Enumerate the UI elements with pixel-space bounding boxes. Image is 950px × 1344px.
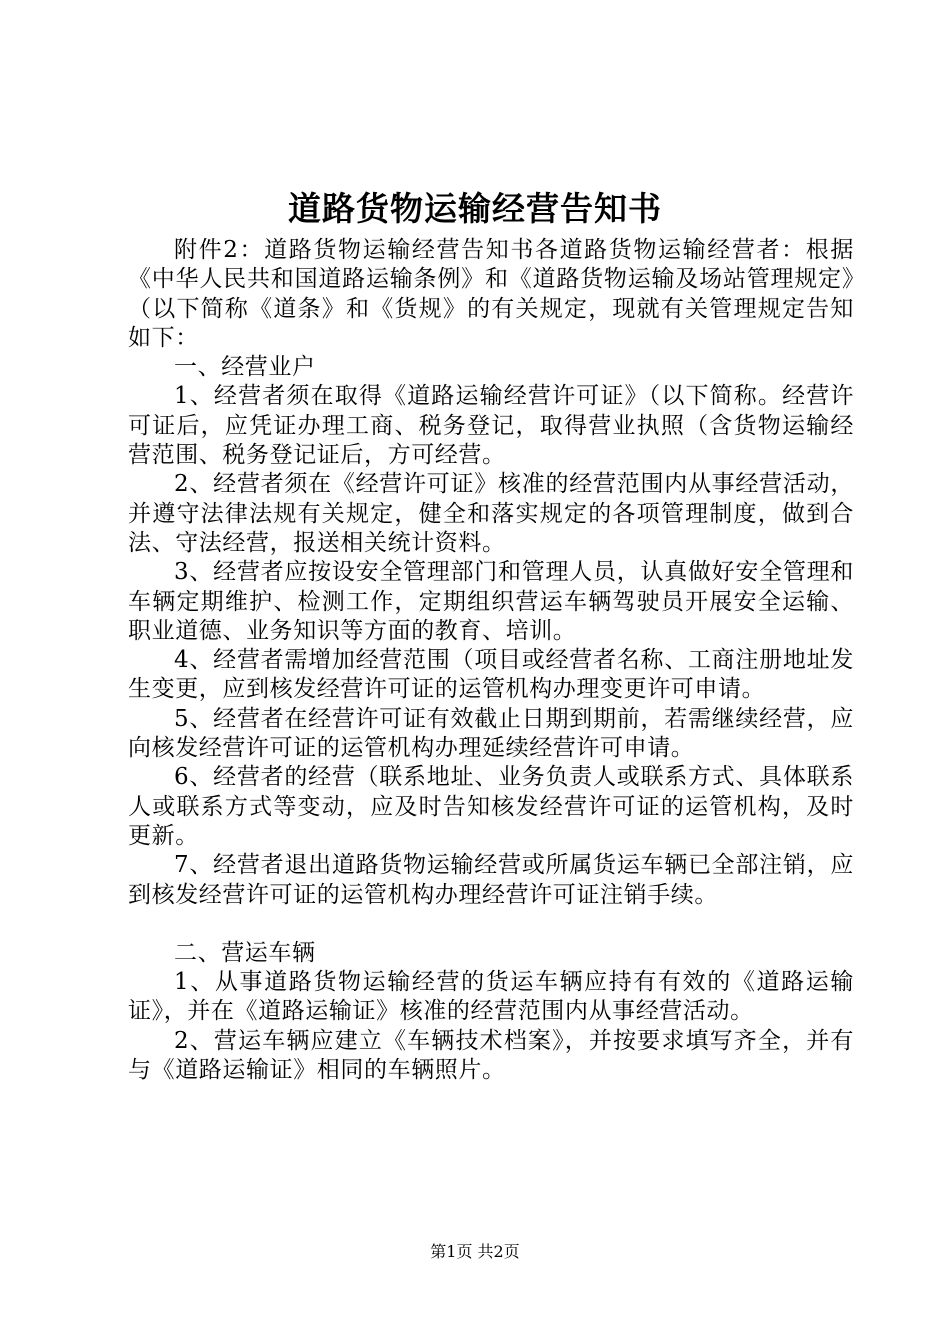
- section-heading-vehicles: 二、营运车辆: [174, 939, 316, 966]
- paragraph-item-3: 3、经营者应按设安全管理部门和管理人员，认真做好安全管理和车辆定期维护、检测工作，定期组织营运车辆驾驶员开展安全运输、职业道德、业务知识等方面的教育、培训。: [128, 559, 854, 644]
- paragraph-item-6: 6、经营者的经营（联系地址、业务负责人或联系方式、具体联系人或联系方式等变动，应及时告知核发经营许可证的运管机构，及时更新。: [128, 764, 854, 849]
- paragraph-item-1: 1、经营者须在取得《道路运输经营许可证》（以下简称。经营许可证后，应凭证办理工商、税务登记，取得营业执照（含货物运输经营范围、税务登记证后，方可经营。: [128, 383, 854, 469]
- page-footer: 第1页 共2页: [430, 1242, 520, 1261]
- document-body: [128, 236, 854, 1085]
- document-title: 道路货物运输经营告知书: [288, 189, 662, 228]
- vehicle-paragraph-item-2: 2、营运车辆应建立《车辆技术档案》，并按要求填写齐全，并有与《道路运输证》相同的车辆照片。: [128, 1027, 854, 1084]
- paragraph-item-5: 5、经营者在经营许可证有效截止日期到期前，若需继续经营，应向核发经营许可证的运管机构办理延续经营许可申请。: [128, 705, 854, 762]
- paragraph-item-7: 7、经营者退出道路货物运输经营或所属货运车辆已全部注销，应到核发经营许可证的运管机构办理经营许可证注销手续。: [128, 852, 854, 908]
- paragraph-item-2: 2、经营者须在《经营许可证》核准的经营范围内从事经营活动，并遵守法律法规有关规定，健全和落实规定的各项管理制度，做到合法、守法经营，报送相关统计资料。: [128, 471, 854, 556]
- intro-paragraph: 附件2：道路货物运输经营告知书各道路货物运输经营者：根据《中华人民共和国道路运输条例》和《道路货物运输及场站管理规定》（以下简称《道条》和《货规》的有关规定，现就有关管理规定告知如下：: [128, 237, 854, 351]
- vehicle-paragraph-item-1: 1、从事道路货物运输经营的货运车辆应持有有效的《道路运输证》，并在《道路运输证》核准的经营范围内从事经营活动。: [128, 969, 854, 1025]
- paragraph-item-4: 4、经营者需增加经营范围（项目或经营者名称、工商注册地址发生变更，应到核发经营许可证的运管机构办理变更许可申请。: [128, 647, 854, 703]
- section-heading-operators: 一、经营业户: [174, 354, 316, 381]
